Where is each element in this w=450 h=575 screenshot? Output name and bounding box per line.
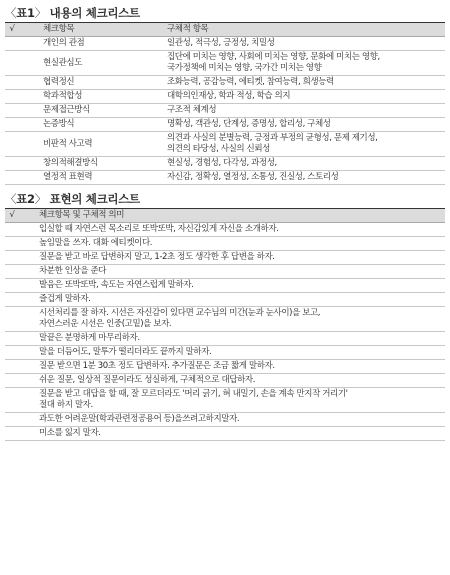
item-line: 미소를 잃지 말자. (39, 428, 101, 438)
table2-row (5, 427, 445, 441)
table1-title-text: 내용의 체크리스트 (49, 6, 140, 20)
table2-row (5, 360, 445, 374)
check-cell[interactable] (5, 171, 19, 185)
item-line: 질문 받으면 1분 30초 정도 답변하자. 추가질문은 조금 짧게 말하자. (39, 361, 275, 371)
item-line: 과도한 어려운말(학과관련정공용어 등)을쓰려고하지말자. (39, 414, 240, 424)
item-column-header: 체크항목 및 구체적 의미 (19, 209, 445, 223)
check-cell[interactable] (5, 307, 19, 332)
item-line: 입실할 때 자연스런 목소리로 또박또박, 자신감있게 자신을 소개하자. (39, 224, 279, 234)
item-line: 질문을 받고 바로 답변하지 말고, 1-2초 정도 생각한 후 답변을 하자. (39, 252, 275, 262)
table1-row (5, 157, 445, 171)
detail-line: 자신감, 정확성, 열정성, 소통성, 진실성, 스토리성 (167, 172, 339, 182)
check-cell[interactable] (5, 427, 19, 441)
check-cell[interactable] (5, 413, 19, 427)
item-cell (19, 251, 445, 265)
item-line: 차분한 인상을 준다 (39, 266, 107, 276)
detail-line: 대학의인재상, 학과 적성, 학습 의지 (167, 91, 291, 101)
table2-row (5, 251, 445, 265)
item-line: 발음은 또박또박, 속도는 자연스럽게 말하자. (39, 280, 194, 290)
check-cell[interactable] (5, 237, 19, 251)
table2-row (5, 346, 445, 360)
table1-header-row (5, 23, 445, 37)
table1-row (5, 90, 445, 104)
table2-row (5, 307, 445, 332)
check-cell[interactable] (5, 360, 19, 374)
item-line: 말끝은 분명하게 마무리하자. (39, 333, 140, 343)
item-line: 시선처리를 잘 하자. 시선은 자신감이 있다면 교수님의 미간(눈과 눈사이)을 보고, (39, 308, 321, 318)
table2-row (5, 265, 445, 279)
check-cell[interactable] (5, 104, 19, 118)
check-cell[interactable] (5, 37, 19, 51)
check-cell[interactable] (5, 346, 19, 360)
check-cell[interactable] (5, 374, 19, 388)
detail-line: 조화능력, 공감능력, 에티켓, 참여능력, 희생능력 (167, 77, 334, 87)
detail-cell (165, 118, 445, 132)
table1-row (5, 104, 445, 118)
detail-cell (165, 132, 445, 157)
check-cell[interactable] (5, 132, 19, 157)
category-cell: 학과적합성 (19, 90, 165, 104)
table2-row (5, 279, 445, 293)
item-line: 질문을 받고 대답을 할 때, 잘 모르더라도 '머리 긁기, 혀 내밀기, 손을 계속 만지작 거리기' (39, 389, 348, 399)
table1-row (5, 76, 445, 90)
category-cell: 창의적해결방식 (19, 157, 165, 171)
detail-line: 명확성, 객관성, 단계성, 증명성, 합리성, 구체성 (167, 119, 331, 129)
table1-row (5, 132, 445, 157)
item-cell (19, 427, 445, 441)
detail-line: 집단에 미치는 영향, 사회에 미치는 영향, 문화에 미치는 영향, (167, 52, 380, 62)
detail-cell (165, 37, 445, 51)
item-line: 절대 하지 말자. (39, 400, 93, 410)
table2-header-row (5, 209, 445, 223)
check-column-header: √ (5, 23, 19, 37)
item-cell (19, 307, 445, 332)
check-cell[interactable] (5, 76, 19, 90)
detail-line: 국가정책에 미치는 영향, 국가간 미치는 영향 (167, 63, 322, 73)
detail-cell (165, 104, 445, 118)
check-cell[interactable] (5, 332, 19, 346)
table2-row (5, 237, 445, 251)
check-cell[interactable] (5, 265, 19, 279)
table1-row (5, 171, 445, 185)
detail-cell (165, 51, 445, 76)
check-cell[interactable] (5, 51, 19, 76)
table2-title-text: 표현의 체크리스트 (49, 192, 140, 206)
item-cell (19, 374, 445, 388)
table1-title-num: 표1 (16, 6, 35, 20)
item-cell (19, 346, 445, 360)
content-checklist-table (5, 23, 445, 185)
detail-column-header: 구체적 항목 (165, 23, 445, 37)
table2-row (5, 293, 445, 307)
check-cell[interactable] (5, 157, 19, 171)
item-cell (19, 237, 445, 251)
item-cell (19, 265, 445, 279)
table1-row (5, 118, 445, 132)
category-cell: 협력정신 (19, 76, 165, 90)
item-cell (19, 360, 445, 374)
detail-cell (165, 157, 445, 171)
table2-row (5, 413, 445, 427)
item-line: 높임말을 쓰자. 대화 에티켓이다. (39, 238, 153, 248)
table2-title-num: 표2 (16, 192, 35, 206)
table2-row (5, 223, 445, 237)
item-line: 쉬운 질문, 일상적 질문이라도 성실하게, 구체적으로 대답하자. (39, 375, 255, 385)
table1-row (5, 37, 445, 51)
category-cell: 열정적 표현력 (19, 171, 165, 185)
detail-line: 구조적 체계성 (167, 105, 217, 115)
check-cell[interactable] (5, 388, 19, 413)
table2-row (5, 388, 445, 413)
detail-line: 현실성, 경험성, 다각성, 과정성, (167, 158, 277, 168)
table2-row (5, 374, 445, 388)
category-cell: 개인의 관점 (19, 37, 165, 51)
detail-line: 의견과 사실의 분별능력, 긍정과 부정의 균형성, 문제 제기성, (167, 133, 378, 143)
detail-cell (165, 90, 445, 104)
table2-title: 〈표2〉 표현의 체크리스트 (5, 192, 140, 206)
check-cell[interactable] (5, 118, 19, 132)
detail-cell (165, 171, 445, 185)
item-cell (19, 279, 445, 293)
check-cell[interactable] (5, 223, 19, 237)
item-cell (19, 223, 445, 237)
item-cell (19, 332, 445, 346)
check-cell[interactable] (5, 90, 19, 104)
check-cell[interactable] (5, 279, 19, 293)
detail-cell (165, 76, 445, 90)
category-cell: 현실관심도 (19, 51, 165, 76)
expression-checklist-table (5, 209, 445, 441)
item-line: 말을 더듬어도, 말투가 떨리더라도 끝까지 말하자. (39, 347, 212, 357)
check-column-header: √ (5, 209, 19, 223)
category-cell: 논증방식 (19, 118, 165, 132)
check-cell[interactable] (5, 251, 19, 265)
check-cell[interactable] (5, 293, 19, 307)
item-cell (19, 413, 445, 427)
item-line: 자연스러운 시선은 인중(고밑)을 보자. (39, 319, 172, 329)
table2-row (5, 332, 445, 346)
category-cell: 문제접근방식 (19, 104, 165, 118)
table1-title: 〈표1〉 내용의 체크리스트 (5, 6, 140, 20)
table1-row (5, 51, 445, 76)
item-cell (19, 293, 445, 307)
detail-line: 일관성, 적극성, 긍정성, 치밀성 (167, 38, 275, 48)
category-cell: 비판적 사고력 (19, 132, 165, 157)
category-column-header: 체크항목 (19, 23, 165, 37)
item-cell (19, 388, 445, 413)
detail-line: 의견의 타당성, 사실의 신뢰성 (167, 144, 270, 154)
item-line: 즐겁게 말하자. (39, 294, 91, 304)
